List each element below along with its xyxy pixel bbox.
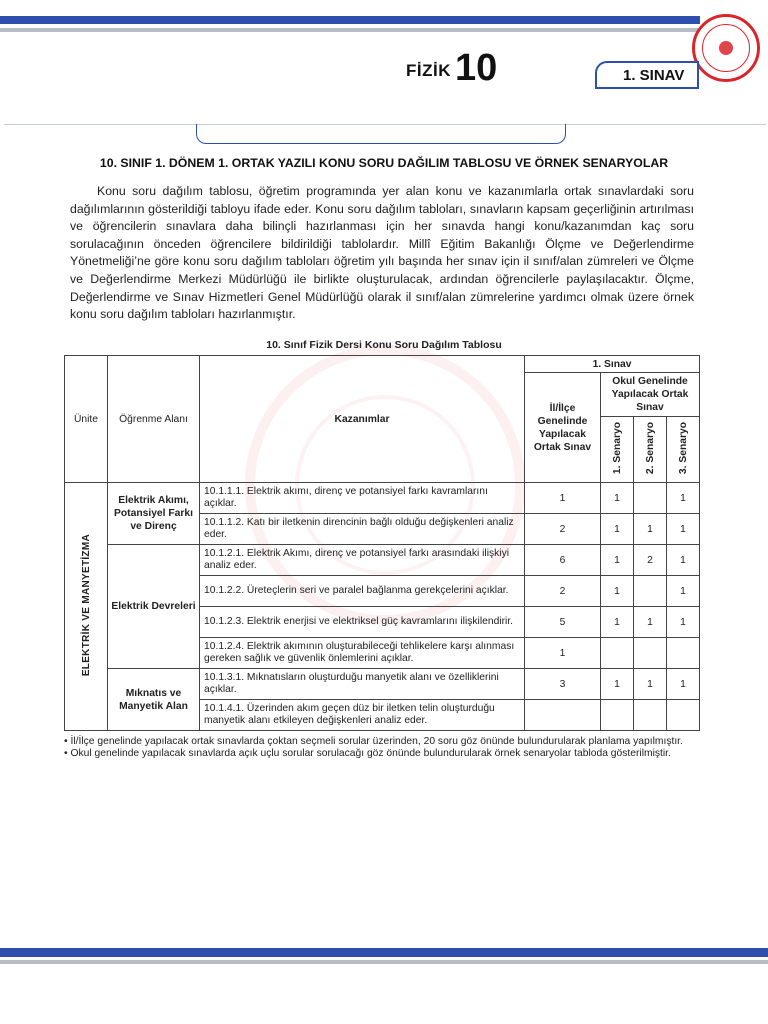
bottom-blue-stripe (0, 948, 768, 957)
top-gray-stripe (0, 28, 700, 32)
s1-count (601, 700, 634, 731)
intro-paragraph: Konu soru dağılım tablosu, öğretim programında yer alan konu ve kazanımlarla ortak sınavlardaki soru dağılımlarının gösterildiği tabloyu ifade eder. Konu soru dağılım tabloları, sınavların kapsam geçerliğinin artırılması ve öğrencilerin sınavlara daha bilinçli hazırlanması için her sınavda hangi konu/kazanımdan kaç soru sorulacağının önceden öğrencilere bildirildiği tablolardır. Millî Eğitim Bakanlığı Ölçme ve Değerlendirme Yönetmeliği’ne göre konu soru dağılım tabloları öğretim yılı başında her sınav için il sınıf/alan zümreleri ve Ölçme ve Değerlendirme Merkezi Müdürlüğü ile birlikte oluşturulacak, ardından öğrencilerle paylaşılacaktır. Ölçme, Değerlendirme ve Sınav Hizmetleri Genel Müdürlüğü olarak il sınıf/alan zümrelerine yardımcı olmak üzere örnek konu soru dağılım tabloları hazırlanmıştır. (70, 184, 694, 322)
header-senaryo-3: 3. Senaryo (667, 417, 700, 483)
s2-count (634, 483, 667, 514)
table-row (65, 545, 700, 576)
table-row (65, 483, 700, 514)
s3-count: 1 (667, 545, 700, 576)
il-count: 3 (525, 669, 601, 700)
note-okul: • Okul genelinde yapılacak sınavlarda açık uçlu sorular sorulacağı göz önünde bulundurularak örnek senaryolar tabloda gösterilmiştir. (64, 748, 671, 760)
header-senaryo-2: 2. Senaryo (634, 417, 667, 483)
s2-count (634, 638, 667, 669)
seal-center-emblem (719, 41, 733, 55)
area-miknatis: Mıknatıs ve Manyetik Alan (108, 669, 200, 731)
s2-count (634, 576, 667, 607)
header-bracket (196, 124, 566, 144)
header-il-ilce: İl/İlçe Genelinde Yapılacak Ortak Sınav (525, 373, 601, 483)
s3-count (667, 638, 700, 669)
il-count: 2 (525, 576, 601, 607)
il-count: 2 (525, 514, 601, 545)
top-blue-stripe (0, 16, 700, 24)
il-count: 5 (525, 607, 601, 638)
kazanim-cell: 10.1.2.1. Elektrik Akımı, direnç ve potansiyel farkı arasındaki ilişkiyi analiz eder. (200, 545, 525, 576)
subject-heading (406, 47, 498, 89)
document-title: 10. SINIF 1. DÖNEM 1. ORTAK YAZILI KONU SORU DAĞILIM TABLOSU VE ÖRNEK SENARYOLAR (99, 156, 669, 170)
header-senaryo-1: 1. Senaryo (601, 417, 634, 483)
note-il-ilce: • İl/İlçe genelinde yapılacak ortak sınavlarda çoktan seçmeli sorular üzerinden, 20 soru göz önünde bulundurularak planlama yapılmıştır. (64, 736, 683, 747)
il-count: 1 (525, 638, 601, 669)
table-caption: 10. Sınıf Fizik Dersi Konu Soru Dağılım Tablosu (266, 339, 502, 351)
s3-count: 1 (667, 483, 700, 514)
s3-count: 1 (667, 669, 700, 700)
kazanim-cell: 10.1.2.3. Elektrik enerjisi ve elektriksel güç kavramlarını ilişkilendirir. (200, 607, 525, 638)
table-notes (64, 736, 704, 761)
s2-count (634, 700, 667, 731)
s2-count: 1 (634, 669, 667, 700)
s1-count: 1 (601, 483, 634, 514)
s1-count: 1 (601, 514, 634, 545)
header-sinav: 1. Sınav (525, 356, 700, 373)
il-count: 1 (525, 483, 601, 514)
top-stripes (0, 16, 700, 32)
il-count: 6 (525, 545, 601, 576)
kazanim-cell: 10.1.4.1. Üzerinden akım geçen düz bir iletken telin oluşturduğu manyetik alanı etkileyen değişkenleri analiz eder. (200, 700, 525, 731)
kazanim-cell: 10.1.3.1. Mıknatısların oluşturduğu manyetik alanı ve özelliklerini açıklar. (200, 669, 525, 700)
s1-count (601, 638, 634, 669)
ministry-seal-icon (692, 14, 760, 82)
subject-name: FİZİK (406, 61, 451, 80)
s3-count: 1 (667, 576, 700, 607)
s2-count: 1 (634, 514, 667, 545)
header-unite: Ünite (65, 356, 108, 483)
distribution-table (64, 355, 700, 731)
s1-count: 1 (601, 545, 634, 576)
s1-count: 1 (601, 669, 634, 700)
bottom-gray-stripe (0, 960, 768, 964)
area-elektrik-akimi: Elektrik Akımı, Potansiyel Farkı ve Direnç (108, 483, 200, 545)
il-count (525, 700, 601, 731)
s3-count: 1 (667, 607, 700, 638)
s3-count: 1 (667, 514, 700, 545)
header-kazanimlar: Kazanımlar (200, 356, 525, 483)
unit-cell: ELEKTRİK VE MANYETİZMA (65, 483, 108, 731)
s1-count: 1 (601, 607, 634, 638)
grade-number: 10 (455, 47, 498, 89)
kazanim-cell: 10.1.2.4. Elektrik akımının oluşturabileceği tehlikelere karşı alınması gereken sağlık ve güvenlik önlemlerini açıklar. (200, 638, 525, 669)
kazanim-cell: 10.1.2.2. Üreteçlerin seri ve paralel bağlanma gerekçelerini açıklar. (200, 576, 525, 607)
table-row (65, 669, 700, 700)
header-okul: Okul Genelinde Yapılacak Ortak Sınav (601, 373, 700, 417)
bottom-stripes (0, 948, 768, 964)
area-elektrik-devreleri: Elektrik Devreleri (108, 545, 200, 669)
kazanim-cell: 10.1.1.1. Elektrik akımı, direnç ve potansiyel farkı kavramlarını açıklar. (200, 483, 525, 514)
s2-count: 1 (634, 607, 667, 638)
s3-count (667, 700, 700, 731)
s1-count: 1 (601, 576, 634, 607)
exam-tab (595, 61, 699, 89)
exam-label: 1. SINAV (623, 67, 685, 84)
kazanim-cell: 10.1.1.2. Katı bir iletkenin direncinin bağlı olduğu değişkenleri analiz eder. (200, 514, 525, 545)
header-ogrenme-alani: Öğrenme Alanı (108, 356, 200, 483)
s2-count: 2 (634, 545, 667, 576)
